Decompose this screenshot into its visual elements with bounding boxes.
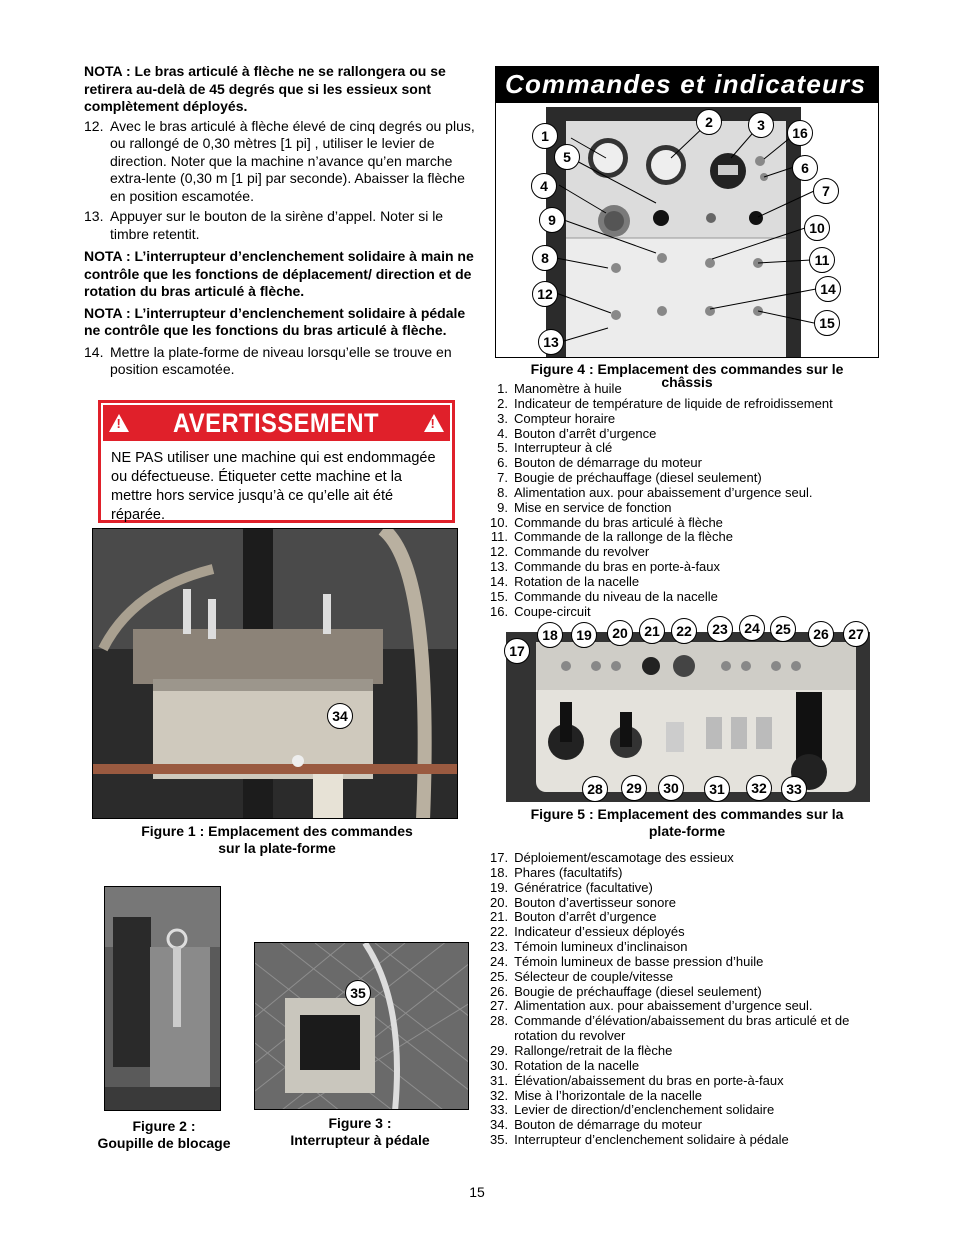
legend-text: Bouton d’arrêt d’urgence [514, 425, 657, 441]
legend-number: 30. [490, 1057, 509, 1073]
callout-32: 32 [746, 775, 772, 801]
legend-text: Commande du revolver [514, 544, 650, 560]
figure-5-frame [506, 614, 870, 802]
legend-text: Bouton de démarrage du moteur [514, 1117, 702, 1133]
legend-item-29 [490, 1044, 890, 1059]
caption-line: Interrupteur à pédale [290, 1132, 430, 1148]
legend-text: Témoin lumineux d’inclinaison [514, 939, 688, 955]
legend-item-2 [490, 397, 890, 412]
callout-1: 1 [532, 123, 558, 149]
legend-number: 11. [490, 529, 508, 545]
callout-17: 17 [504, 638, 530, 664]
callout-15: 15 [814, 310, 840, 336]
legend-number: 6. [497, 455, 508, 471]
legend-number: 5. [497, 440, 508, 456]
legend-number: 31. [490, 1072, 509, 1088]
callout-24: 24 [739, 615, 765, 641]
figure-5-caption [505, 806, 869, 840]
legend-text: Bouton de démarrage du moteur [514, 455, 702, 471]
legend-text: Interrupteur d’enclenchement solidaire à pédale [514, 1132, 789, 1148]
legend-text: Bouton d’avertisseur sonore [514, 894, 676, 910]
callout-12: 12 [532, 281, 558, 307]
legend-text: Rotation de la nacelle [514, 573, 640, 589]
callout-25: 25 [770, 616, 796, 642]
step-number: 13. [84, 208, 104, 224]
legend-text: Témoin lumineux de basse pression d’huile [514, 953, 764, 969]
legend-item-4 [490, 427, 890, 442]
legend-text: Interrupteur à clé [514, 440, 613, 456]
legend-item-21 [490, 910, 890, 925]
warning-title: AVERTISSEMENT [173, 407, 380, 438]
legend-number: 10. [490, 514, 509, 530]
legend-item-20 [490, 896, 890, 911]
legend-number: 1. [497, 381, 508, 396]
note-foot-interlock: NOTA : L’interrupteur d’enclenchement solidaire à pédale ne contrôle que les fonctions du bras articulé à flèche. [84, 304, 466, 338]
legend-number: 25. [490, 968, 509, 984]
legend-item-9 [490, 501, 890, 516]
callout-34: 34 [327, 703, 353, 729]
legend-number: 7. [497, 470, 508, 486]
caption-line: Goupille de blocage [97, 1135, 231, 1151]
caption-line: Figure 1 : Emplacement des commandes [141, 823, 413, 839]
legend-text: Élévation/abaissement du bras en porte-à-faux [514, 1072, 784, 1088]
step-13 [84, 208, 476, 243]
legend-number: 13. [490, 559, 509, 575]
legend-item-35 [490, 1133, 890, 1148]
caption-line: châssis [661, 374, 713, 390]
warning-box [98, 400, 455, 523]
legend-text: Génératrice (facultative) [514, 879, 653, 895]
callout-2: 2 [696, 109, 722, 135]
legend-item-31 [490, 1074, 890, 1089]
page-number: 15 [469, 1184, 485, 1200]
legend-item-17 [490, 851, 890, 866]
callout-35: 35 [345, 980, 371, 1006]
step-number: 12. [84, 117, 104, 134]
callout-7: 7 [813, 178, 839, 204]
legend-item-32 [490, 1089, 890, 1104]
callout-18: 18 [537, 622, 563, 648]
legend-text: Déploiement/escamotage des essieux [514, 850, 734, 865]
legend-number: 8. [497, 484, 508, 500]
callout-10: 10 [804, 215, 830, 241]
legend-text: Sélecteur de couple/vitesse [514, 968, 674, 984]
step-text: Appuyer sur le bouton de la sirène d’appel. Noter si le timbre retentit. [110, 208, 444, 242]
left-text-column [84, 63, 476, 379]
callout-3: 3 [748, 112, 774, 138]
step-number: 14. [84, 343, 104, 360]
callout-22: 22 [671, 618, 697, 644]
legend-text: Commande de la rallonge de la flèche [514, 529, 733, 545]
legend-number: 34. [490, 1117, 509, 1133]
legend-item-30 [490, 1059, 890, 1074]
callout-23: 23 [707, 616, 733, 642]
callout-20: 20 [607, 620, 633, 646]
step-text: Mettre la plate-forme de niveau lorsqu’elle se trouve en position escamotée. [110, 343, 452, 377]
legend-item-10 [490, 516, 890, 531]
figure-4-frame [495, 102, 879, 358]
legend-item-14 [490, 575, 890, 590]
warning-header [103, 405, 450, 441]
legend-number: 12. [490, 544, 509, 560]
legend-item-27 [490, 999, 890, 1014]
note-boom-45-degrees: NOTA : Le bras articulé à flèche ne se rallongera ou se retirera au-delà de 45 degrés que si les essieux sont complètement déployés. [84, 63, 446, 114]
legend-number: 4. [497, 425, 508, 441]
legend-number: 19. [490, 879, 509, 895]
legend-number: 22. [490, 924, 509, 940]
caption-line: sur la plate-forme [218, 840, 336, 856]
legend-number: 33. [490, 1102, 509, 1118]
callout-16: 16 [787, 120, 813, 146]
legend-item-34 [490, 1118, 890, 1133]
warning-triangle-icon [424, 414, 444, 432]
legend-item-11 [490, 530, 890, 545]
legend-text: Commande du bras en porte-à-faux [514, 559, 721, 575]
note-hand-interlock: NOTA : L’interrupteur d’enclenchement solidaire à main ne contrôle que les fonctions de déplacement/ direction et de rotation du bras articulé à flèche. [84, 248, 474, 299]
caption-line: Figure 3 : [328, 1115, 392, 1131]
callout-30: 30 [658, 775, 684, 801]
legend-text: Alimentation aux. pour abaissement d’urgence seul. [514, 998, 813, 1014]
callout-6: 6 [792, 155, 818, 181]
legend-number: 27. [490, 998, 509, 1014]
legend-item-18 [490, 866, 890, 881]
foot-switch-illustration [255, 943, 469, 1110]
legend-item-26 [490, 985, 890, 1000]
figure-5-legend [490, 851, 890, 1148]
caption-line: plate-forme [648, 823, 726, 839]
legend-text: Manomètre à huile [514, 381, 622, 396]
caption-line: Figure 2 : [132, 1118, 196, 1134]
caption-line: Figure 5 : Emplacement des commandes sur la [530, 806, 844, 822]
legend-number: 21. [490, 909, 509, 925]
legend-text: Commande du niveau de la nacelle [514, 588, 718, 604]
legend-item-28 [490, 1014, 890, 1044]
step-text: Avec le bras articulé à flèche élevé de cinq degrés ou plus, ou rallongé de 0,30 mètres [1 pi] , utiliser le levier de direction. Noter que la machine n’avance qu’en marche extra-lente (0,30 m [1 pi] par seconde). Abaisser la flèche en position escamotée. [110, 117, 475, 204]
figure-1-caption [110, 823, 444, 857]
figure-2-photo [104, 886, 221, 1111]
legend-number: 26. [490, 983, 509, 999]
platform-panel-illustration [506, 632, 870, 820]
platform-photo-illustration [93, 529, 458, 819]
legend-text: Alimentation aux. pour abaissement d’urgence seul. [514, 484, 813, 500]
legend-text: Levier de direction/d’enclenchement solidaire [514, 1102, 775, 1118]
callout-8: 8 [532, 245, 558, 271]
legend-text: Commande du bras articulé à flèche [514, 514, 723, 530]
legend-number: 2. [497, 395, 508, 411]
callout-21: 21 [639, 618, 665, 644]
legend-item-3 [490, 412, 890, 427]
legend-item-8 [490, 486, 890, 501]
legend-item-7 [490, 471, 890, 486]
lock-pin-illustration [105, 887, 221, 1111]
callout-4: 4 [531, 173, 557, 199]
callout-28: 28 [582, 776, 608, 802]
legend-text: Bougie de préchauffage (diesel seulement) [514, 470, 762, 486]
legend-item-19 [490, 881, 890, 896]
warning-triangle-icon [109, 414, 129, 432]
legend-item-25 [490, 970, 890, 985]
callout-31: 31 [704, 776, 730, 802]
figure-4-legend [490, 382, 890, 620]
legend-number: 35. [490, 1132, 509, 1148]
callout-33: 33 [781, 776, 807, 802]
warning-body: NE PAS utiliser une machine qui est endommagée ou défectueuse. Étiqueter cette machine et la mettre hors service jusqu’à ce qu’elle ait été réparée. [111, 450, 436, 523]
legend-item-33 [490, 1103, 890, 1118]
legend-number: 17. [490, 850, 509, 865]
callout-19: 19 [571, 622, 597, 648]
legend-number: 29. [490, 1042, 509, 1058]
legend-text: Phares (facultatifs) [514, 864, 623, 880]
legend-text: Mise en service de fonction [514, 499, 672, 515]
section-title: Commandes et indicateurs [495, 66, 879, 102]
legend-text: Mise à l’horizontale de la nacelle [514, 1087, 702, 1103]
legend-number: 32. [490, 1087, 509, 1103]
legend-number: 24. [490, 953, 509, 969]
callout-29: 29 [621, 775, 647, 801]
legend-number: 3. [497, 410, 508, 426]
legend-item-6 [490, 456, 890, 471]
legend-item-12 [490, 545, 890, 560]
legend-text: Rotation de la nacelle [514, 1057, 640, 1073]
figure-3-photo [254, 942, 469, 1110]
legend-item-5 [490, 441, 890, 456]
legend-text: Indicateur d’essieux déployés [514, 924, 685, 940]
legend-number: 20. [490, 894, 509, 910]
legend-number: 16. [490, 603, 509, 619]
legend-number: 15. [490, 588, 509, 604]
legend-text: Rallonge/retrait de la flèche [514, 1042, 673, 1058]
step-14 [84, 344, 476, 379]
legend-item-1 [490, 382, 890, 397]
callout-26: 26 [808, 621, 834, 647]
callout-9: 9 [539, 207, 565, 233]
figure-2-caption [84, 1118, 244, 1152]
legend-text: Coupe-circuit [514, 603, 591, 619]
legend-text: Bouton d’arrêt d’urgence [514, 909, 657, 925]
legend-text: Bougie de préchauffage (diesel seulement) [514, 983, 762, 999]
legend-item-24 [490, 955, 890, 970]
legend-number: 23. [490, 939, 509, 955]
legend-number: 28. [490, 1013, 509, 1029]
legend-number: 9. [497, 499, 508, 515]
legend-item-22 [490, 925, 890, 940]
legend-item-13 [490, 560, 890, 575]
legend-text: Compteur horaire [514, 410, 616, 426]
callout-27: 27 [843, 621, 869, 647]
legend-text: Indicateur de température de liquide de refroidissement [514, 395, 833, 411]
figure-1-photo [92, 528, 458, 819]
legend-number: 18. [490, 864, 509, 880]
callout-14: 14 [815, 276, 841, 302]
legend-item-15 [490, 590, 890, 605]
callout-5: 5 [554, 144, 580, 170]
caption-line: Figure 4 : Emplacement des commandes sur le [530, 361, 844, 377]
figure-3-caption [260, 1115, 460, 1149]
legend-number: 14. [490, 573, 509, 589]
callout-11: 11 [809, 247, 835, 273]
callout-13: 13 [538, 329, 564, 355]
legend-item-23 [490, 940, 890, 955]
legend-text: Commande d’élévation/abaissement du bras articulé et de rotation du revolver [514, 1013, 850, 1044]
step-12 [84, 118, 476, 206]
